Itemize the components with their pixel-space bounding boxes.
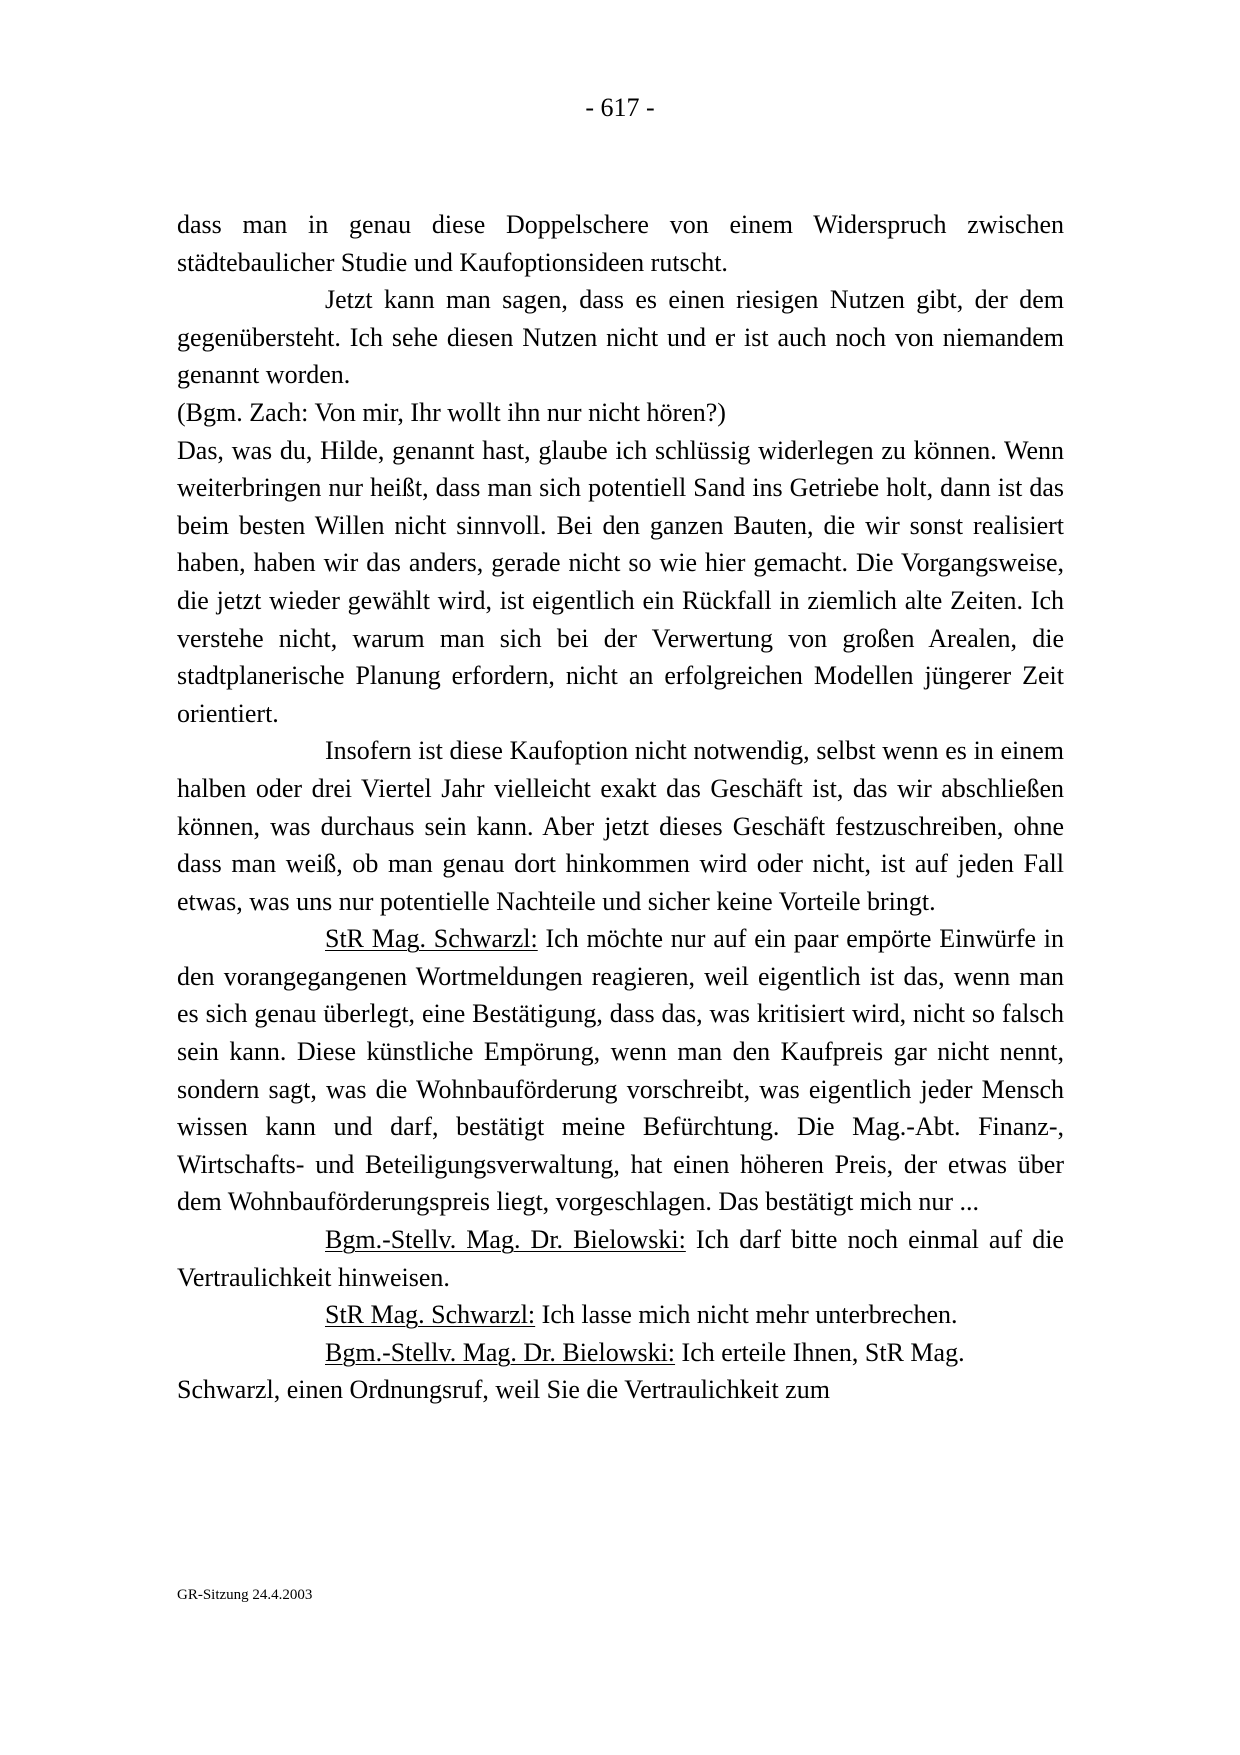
paragraph bbox=[177, 281, 1064, 394]
speaker-name: Bgm.-Stellv. Mag. Dr. Bielowski: bbox=[325, 1337, 676, 1367]
speech-paragraph bbox=[177, 1221, 1064, 1296]
paragraph-text: Das, was du, Hilde, genannt hast, glaube ich schlüssig widerlegen zu können. Wenn weiterbringen nur heißt, dass man sich potentiell Sand ins Getriebe holt, dann ist das beim besten Willen nicht sinnvoll. Bei den ganzen Bauten, die wir sonst realisiert haben, haben wir das anders, gerade nicht so wie hier gemacht. Die Vorgangsweise, die jetzt wieder gewählt wird, ist eigentlich ein Rückfall in ziemlich alte Zeiten. Ich verstehe nicht, warum man sich bei der Verwertung von großen Arealen, die stadtplanerische Planung erfordern, nicht an erfolgreichen Modellen jüngerer Zeit orientiert. bbox=[177, 435, 1064, 728]
speech-paragraph bbox=[177, 1296, 1064, 1334]
document-body bbox=[177, 206, 1064, 1409]
footer-session-date: GR-Sitzung 24.4.2003 bbox=[177, 1587, 313, 1603]
paragraph bbox=[177, 732, 1064, 920]
paragraph-text: dass man in genau diese Doppelschere von einem Widerspruch zwischen städtebaulicher Studie und Kaufoptionsideen rutscht. bbox=[177, 210, 1064, 277]
speaker-name: StR Mag. Schwarzl: bbox=[325, 1300, 536, 1330]
paragraph-text: Jetzt kann man sagen, dass es einen riesigen Nutzen gibt, der dem gegenübersteht. Ich sehe diesen Nutzen nicht und er ist auch noch von niemandem genannt worden. bbox=[177, 285, 1064, 390]
speaker-name: Bgm.-Stellv. Mag. Dr. Bielowski: bbox=[325, 1225, 686, 1255]
paragraph-text: Insofern ist diese Kaufoption nicht notwendig, selbst wenn es in einem halben oder drei Viertel Jahr vielleicht exakt das Geschäft ist, das wir abschließen können, was durchaus sein kann. Aber jetzt dieses Geschäft festzuschreiben, ohne dass man weiß, ob man genau dort hinkommen wird oder nicht, ist auf jeden Fall etwas, was uns nur potentielle Nachteile und sicher keine Vorteile bringt. bbox=[177, 736, 1064, 916]
page-number: - 617 - bbox=[585, 93, 655, 122]
interjection-text: (Bgm. Zach: Von mir, Ihr wollt ihn nur nicht hören?) bbox=[177, 397, 726, 427]
speech-text: Ich erteile Ihnen, StR Mag. Schwarzl, einen Ordnungsruf, weil Sie die Vertraulichkeit zum bbox=[177, 1337, 965, 1405]
speech-paragraph bbox=[177, 920, 1064, 1221]
speaker-name: StR Mag. Schwarzl: bbox=[325, 924, 538, 954]
paragraph bbox=[177, 206, 1064, 281]
interjection bbox=[177, 394, 1064, 432]
paragraph bbox=[177, 432, 1064, 733]
speech-text: Ich lasse mich nicht mehr unterbrechen. bbox=[535, 1300, 958, 1330]
speech-text: Ich möchte nur auf ein paar empörte Einwürfe in den vorangegangenen Wortmeldungen reagieren, weil eigentlich ist das, wenn man es sich genau überlegt, eine Bestätigung, dass das, was kritisiert wird, nicht so falsch sein kann. Diese künstliche Empörung, wenn man den Kaufpreis gar nicht nennt, sondern sagt, was die Wohnbauförderung vorschreibt, was eigentlich jeder Mensch wissen kann und darf, bestätigt meine Befürchtung. Die Mag.-Abt. Finanz-, Wirtschafts- und Beteiligungsverwaltung, hat einen höheren Preis, der etwas über dem Wohnbauförderungspreis liegt, vorgeschlagen. Das bestätigt mich nur ... bbox=[177, 924, 1064, 1217]
speech-paragraph bbox=[177, 1334, 1064, 1409]
speech-text: Ich darf bitte noch einmal auf die Vertraulichkeit hinweisen. bbox=[177, 1225, 1064, 1292]
